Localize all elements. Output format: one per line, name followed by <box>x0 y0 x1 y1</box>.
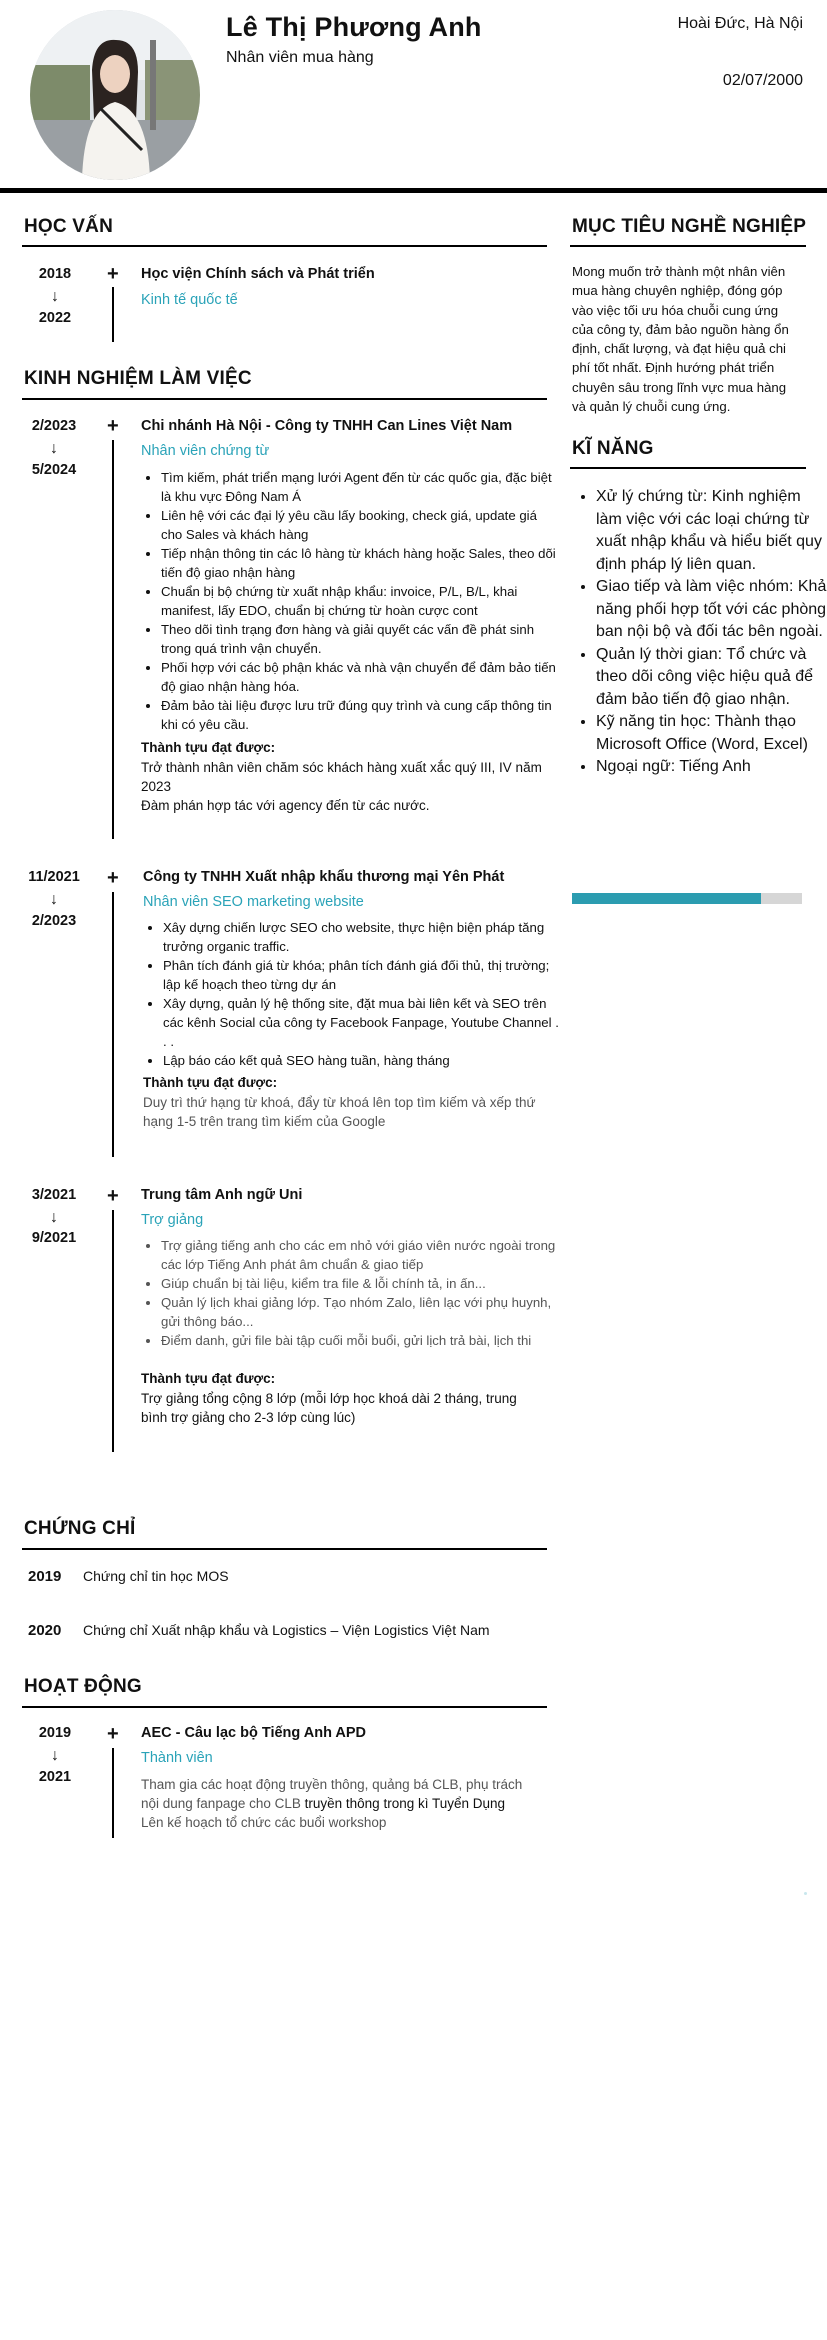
achievement-label: Thành tựu đạt được: <box>141 740 276 755</box>
objective-divider <box>570 245 806 247</box>
job-task-list <box>143 918 561 1070</box>
plus-icon: + <box>107 867 119 889</box>
job-end: 5/2024 <box>31 462 77 478</box>
certificate-name: Chứng chỉ Xuất nhập khẩu và Logistics – Viện Logistics Việt Nam <box>83 1622 490 1638</box>
job-task: • Chuẩn bị bộ chứng từ xuất nhập khẩu: invoice, P/L, B/L, khai manifest, lấy EDO, chuẩn bị chứng từ hoàn cược cont <box>161 582 561 620</box>
timeline-line <box>112 287 114 342</box>
achievement-label: Thành tựu đạt được: <box>141 1371 276 1386</box>
job-task-list <box>141 468 561 734</box>
job-start: 3/2021 <box>31 1187 77 1203</box>
job-task: • Lập báo cáo kết quả SEO hàng tuần, hàng tháng <box>163 1051 561 1070</box>
profile-photo-image <box>30 10 200 180</box>
experience-title: KINH NGHIỆM LÀM VIỆC <box>24 368 252 389</box>
major: Kinh tế quốc tế <box>141 292 238 308</box>
achievement-text: Trở thành nhân viên chăm sóc khách hàng xuất xắc quý III, IV năm 2023 <box>141 760 542 794</box>
job-end: 2/2023 <box>31 913 77 929</box>
job-task: • Phối hợp với các bộ phận khác và nhà vận chuyển để đảm bảo tiến độ giao nhận hàng hóa. <box>161 658 561 696</box>
job-task: • Trợ giảng tiếng anh cho các em nhỏ với giáo viên nước ngoài trong các lớp Tiếng Anh phát âm chuẩn & giao tiếp <box>161 1236 561 1274</box>
activity-end: 2021 <box>38 1769 72 1785</box>
activities-title: HOẠT ĐỘNG <box>24 1676 142 1697</box>
job-task: • Điểm danh, gửi file bài tập cuối mỗi buổi, gửi lịch trả bài, lịch thi <box>161 1331 561 1350</box>
job-task: • Xây dựng, quản lý hệ thống site, đặt mua bài liên kết và SEO trên các kênh Social của công ty Facebook Fanpage, Youtube Channel . . . <box>163 994 561 1051</box>
arrow-down-icon: ↓ <box>51 288 59 305</box>
skill-level-bar <box>572 893 802 904</box>
company-name: Chi nhánh Hà Nội - Công ty TNHH Can Lines Việt Nam <box>141 418 513 434</box>
arrow-down-icon: ↓ <box>50 1209 58 1226</box>
activities-divider <box>22 1706 547 1708</box>
skills-title: KĨ NĂNG <box>572 438 654 459</box>
skill-item: • Xử lý chứng từ: Kinh nghiệm làm việc với các loại chứng từ xuất nhập khẩu và hiểu biết quy định pháp lý liên quan. <box>596 486 827 576</box>
achievement-text: Trợ giảng tổng cộng 8 lớp (mỗi lớp học khoá dài 2 tháng, trung bình trợ giảng cho 2-3 lớp cùng lúc) <box>141 1391 517 1425</box>
activity-start: 2019 <box>38 1725 72 1741</box>
arrow-down-icon: ↓ <box>50 891 58 908</box>
certificates-title: CHỨNG CHỈ <box>24 1518 136 1539</box>
achievement-text: Đàm phán hợp tác với agency đến từ các nước. <box>141 798 430 813</box>
skill-item: • Ngoại ngữ: Tiếng Anh <box>596 756 827 779</box>
education-title: HỌC VẤN <box>24 216 114 237</box>
job-role: Nhân viên chứng từ <box>141 443 270 459</box>
job-task: • Phân tích đánh giá từ khóa; phân tích đánh giá đối thủ, thị trường; lập kế hoạch theo từng dự án <box>163 956 561 994</box>
job-task: • Tìm kiếm, phát triển mạng lưới Agent đến từ các quốc gia, đặc biệt là khu vực Đông Nam Á <box>161 468 561 506</box>
activity-desc-line: Lên kế hoạch tổ chức các buổi workshop <box>141 1815 387 1830</box>
job-end: 9/2021 <box>31 1230 77 1246</box>
decorative-dot <box>804 1892 807 1895</box>
company-name: Công ty TNHH Xuất nhập khẩu thương mại Yên Phát <box>143 869 505 885</box>
school-name: Học viện Chính sách và Phát triển <box>141 266 375 282</box>
skill-item: • Giao tiếp và làm việc nhóm: Khả năng phối hợp tốt với các phòng ban nội bộ và đối tác bên ngoài. <box>596 576 827 644</box>
activity-description <box>141 1775 541 1813</box>
job-task: • Tiếp nhận thông tin các lô hàng từ khách hàng hoặc Sales, theo dõi tiến độ giao nhận hàng <box>161 544 561 582</box>
location: Hoài Đức, Hà Nội <box>677 15 803 32</box>
activity-role: Thành viên <box>141 1750 213 1766</box>
job-start: 2/2023 <box>31 418 77 434</box>
job-task: • Xây dựng chiến lược SEO cho website, thực hiện biện pháp tăng trưởng organic traffic. <box>163 918 561 956</box>
job-role: Nhân viên SEO marketing website <box>143 894 364 910</box>
header-divider <box>0 188 827 193</box>
arrow-down-icon: ↓ <box>50 440 58 457</box>
job-task: • Đảm bảo tài liệu được lưu trữ đúng quy trình và cung cấp thông tin khi có yêu cầu. <box>161 696 561 734</box>
certificate-name: Chứng chỉ tin học MOS <box>83 1568 229 1584</box>
plus-icon: + <box>107 1185 119 1207</box>
skills-list <box>572 486 827 779</box>
activity-org: AEC - Câu lạc bộ Tiếng Anh APD <box>141 1725 367 1741</box>
skill-level-fill <box>572 893 761 904</box>
candidate-position: Nhân viên mua hàng <box>226 49 374 66</box>
company-name: Trung tâm Anh ngữ Uni <box>141 1187 303 1203</box>
objective-title: MỤC TIÊU NGHỀ NGHIỆP <box>572 216 807 237</box>
job-start: 11/2021 <box>28 869 80 885</box>
profile-photo <box>30 10 200 180</box>
education-start: 2018 <box>38 266 72 282</box>
certificate-year: 2020 <box>28 1622 62 1639</box>
timeline-line <box>112 440 114 839</box>
skill-item: • Kỹ năng tin học: Thành thạo Microsoft Office (Word, Excel) <box>596 711 827 756</box>
job-task: • Liên hệ với các đại lý yêu cầu lấy booking, check giá, update giá cho Sales và khách hàng <box>161 506 561 544</box>
timeline-line <box>112 1210 114 1452</box>
objective-text: Mong muốn trở thành một nhân viên mua hàng chuyên nghiệp, đóng góp vào việc tối ưu hóa chuỗi cung ứng của công ty, đảm bảo nguồn hàng ổn định, chất lượng, và đạt hiệu quả chi phí tốt nhất. Định hướng phát triển chuyên sâu trong lĩnh vực mua hàng và quản lý chuỗi cung ứng. <box>572 264 789 415</box>
skills-divider <box>570 467 806 469</box>
birthdate: 02/07/2000 <box>722 72 803 89</box>
plus-icon: + <box>107 415 119 437</box>
activity-desc-text: Tham gia các hoạt động truyền thông, quảng bá CLB, phụ trách nội dung fanpage cho CLB <box>141 1777 523 1811</box>
certificate-year: 2019 <box>28 1568 62 1585</box>
job-task: • Theo dõi tình trạng đơn hàng và giải quyết các vấn đề phát sinh trong quá trình vận chuyển. <box>161 620 561 658</box>
candidate-name: Lê Thị Phương Anh <box>226 12 482 42</box>
arrow-down-icon: ↓ <box>51 1747 59 1764</box>
skill-item: • Quản lý thời gian: Tổ chức và theo dõi công việc hiệu quả để đảm bảo tiến độ giao nhận. <box>596 644 827 712</box>
certificates-divider <box>22 1548 547 1550</box>
education-end: 2022 <box>38 310 72 326</box>
achievement-text: Duy trì thứ hạng từ khoá, đẩy từ khoá lên top tìm kiếm và xếp thứ hạng 1-5 trên trang tìm kiếm của Google <box>143 1095 536 1129</box>
job-role: Trợ giảng <box>141 1212 204 1228</box>
plus-icon: + <box>107 1723 119 1745</box>
education-divider <box>22 245 547 247</box>
activity-desc-highlight: truyền thông trong kì Tuyển Dụng <box>304 1796 506 1811</box>
timeline-line <box>112 1748 114 1838</box>
experience-divider <box>22 398 547 400</box>
job-task: • Quản lý lịch khai giảng lớp. Tạo nhóm Zalo, liên lạc với phụ huynh, gửi thông báo... <box>161 1293 561 1331</box>
job-task-list <box>141 1236 561 1350</box>
timeline-line <box>112 892 114 1157</box>
job-task: • Giúp chuẩn bị tài liệu, kiểm tra file & lỗi chính tả, in ấn... <box>161 1274 561 1293</box>
plus-icon: + <box>107 263 119 285</box>
achievement-label: Thành tựu đạt được: <box>143 1075 278 1090</box>
